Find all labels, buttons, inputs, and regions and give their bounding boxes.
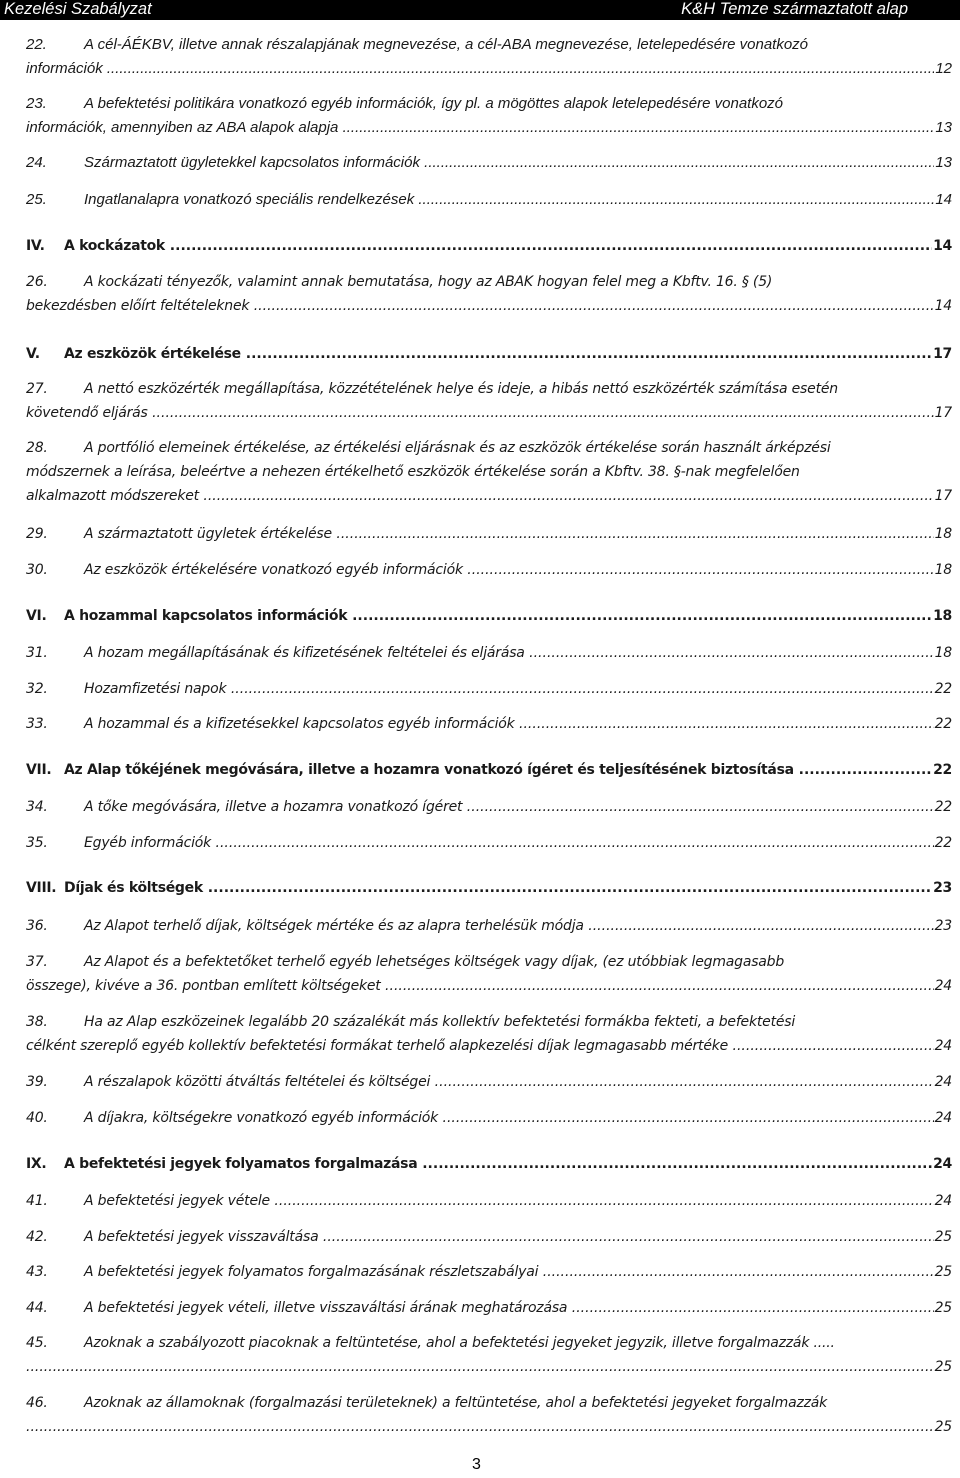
toc-entry[interactable] — [26, 234, 952, 258]
toc-entry-title: A befektetési jegyek vétele ..... — [84, 1193, 952, 1209]
toc-entry[interactable] — [26, 604, 952, 628]
toc-entry-page: 24 — [934, 1070, 952, 1094]
toc-entry[interactable] — [26, 92, 952, 140]
toc-entry-page: 25 — [934, 1355, 952, 1379]
toc-entry-number: 24. — [26, 154, 47, 171]
toc-entry-page: 24 — [934, 974, 952, 998]
toc-entry-title: A befektetési jegyek folyamatos forgalmazásának részletszabályai ..... — [84, 1264, 952, 1280]
toc-entry-title: információk, amennyiben az ABA alapok alapja ..... — [26, 119, 952, 136]
toc-entry[interactable] — [26, 377, 952, 425]
toc-entry-title: A kockázatok ..... — [64, 238, 952, 254]
toc-entry-page: 24 — [932, 1152, 952, 1176]
toc-entry-title: A befektetési jegyek visszaváltása ..... — [84, 1229, 952, 1245]
toc-entry[interactable] — [26, 1189, 952, 1213]
toc-entry-number: 35. — [26, 835, 48, 851]
toc-entry-title: Ha az Alap eszközeinek legalább 20 százalékát más kollektív befektetési formákba fekteti, a befektetési — [84, 1014, 796, 1030]
toc-entry-title: Az Alapot terhelő díjak, költségek mértéke és az alapra terhelésük módja ..... — [84, 918, 952, 934]
toc-entry-number: 34. — [26, 799, 48, 815]
toc-entry-title: Hozamfizetési napok ..... — [84, 681, 952, 697]
toc-entry-title: A tőke megóvására, illetve a hozamra vonatkozó ígéret ..... — [84, 799, 952, 815]
toc-entry-title: A hozam megállapításának és kifizetésének feltételei és eljárása ..... — [84, 645, 952, 661]
toc-entry[interactable] — [26, 1152, 952, 1176]
toc-entry-number: 30. — [26, 562, 48, 578]
toc-entry-title: A portfólió elemeinek értékelése, az értékelési eljárásnak és az eszközök értékelése során használt árképzési — [84, 440, 831, 456]
toc-entry[interactable] — [26, 436, 952, 508]
toc-entry-title: Az eszközök értékelésére vonatkozó egyéb információk ..... — [84, 562, 952, 578]
toc-entry-title: módszernek a leírása, beleértve a nehezen értékelhető eszközök értékelése során a Kbftv. 38. §-nak megfelelően — [26, 464, 800, 480]
toc-entry[interactable] — [26, 1391, 952, 1439]
toc-entry-title: Az Alapot és a befektetőket terhelő egyéb lehetséges költségek vagy díjak, (ez utóbbiak legmagasabb — [84, 954, 785, 970]
toc-entry-title: követendő eljárás ..... — [26, 405, 952, 421]
toc-entry[interactable] — [26, 188, 952, 212]
toc-entry-page: 14 — [932, 234, 952, 258]
toc-entry-number: 31. — [26, 645, 48, 661]
toc-entry[interactable] — [26, 558, 952, 582]
toc-entry[interactable] — [26, 33, 952, 81]
toc-entry-page: 13 — [934, 151, 952, 175]
toc-entry-number: 37. — [26, 954, 48, 970]
toc-entry-number: IV. — [26, 238, 45, 254]
toc-entry-number: 42. — [26, 1229, 48, 1245]
toc-entry[interactable] — [26, 950, 952, 998]
toc-entry-title: Az eszközök értékelése ..... — [64, 346, 952, 362]
toc-entry[interactable] — [26, 1331, 952, 1379]
toc-entry-page: 25 — [934, 1415, 952, 1439]
toc-entry-title: A díjakra, költségekre vonatkozó egyéb információk ..... — [84, 1110, 952, 1126]
toc-entry[interactable] — [26, 1070, 952, 1094]
fund-name: K&H Temze származtatott alap — [681, 0, 908, 18]
toc-entry-page: 22 — [934, 677, 952, 701]
toc-entry[interactable] — [26, 1296, 952, 1320]
toc-entry[interactable] — [26, 677, 952, 701]
toc-entry[interactable] — [26, 1225, 952, 1249]
toc-entry-title: célként szereplő egyéb kollektív befektetési formákat terhelő alapkezelési díjak legmagasabb mértéke ..... — [26, 1038, 952, 1054]
toc-entry-page: 22 — [934, 831, 952, 855]
toc-entry-title: A hozammal kapcsolatos információk ..... — [64, 608, 952, 624]
toc-entry-number: 43. — [26, 1264, 48, 1280]
document-title: Kezelési Szabályzat — [4, 0, 152, 18]
toc-entry-number: 28. — [26, 440, 48, 456]
toc-entry-number: V. — [26, 346, 40, 362]
toc-entry[interactable] — [26, 342, 952, 366]
toc-entry[interactable] — [26, 270, 952, 318]
toc-entry-page: 13 — [934, 116, 952, 140]
toc-entry-title: Az Alap tőkéjének megóvására, illetve a hozamra vonatkozó ígéret és teljesítésének biztosítása ..... — [64, 762, 952, 778]
toc-entry-page: 23 — [934, 914, 952, 938]
toc-entry-number: VII. — [26, 762, 52, 778]
toc-entry-title: Egyéb információk ..... — [84, 835, 952, 851]
toc-entry-page: 24 — [934, 1189, 952, 1213]
toc-entry-number: 39. — [26, 1074, 48, 1090]
toc-entry-page: 18 — [932, 604, 952, 628]
toc-entry-page: 18 — [934, 558, 952, 582]
toc-entry[interactable] — [26, 914, 952, 938]
toc-entry[interactable] — [26, 1106, 952, 1130]
toc-entry-page: 17 — [934, 401, 952, 425]
toc-entry-title: A hozammal és a kifizetésekkel kapcsolatos egyéb információk ..... — [84, 716, 952, 732]
toc-entry-page: 25 — [934, 1225, 952, 1249]
page-number: 3 — [472, 1456, 481, 1473]
toc-entry-page: 14 — [934, 294, 952, 318]
toc-entry-title: A cél-ÁÉKBV, illetve annak részalapjának megnevezése, a cél-ABA megnevezése, letelepedésére vonatkozó — [84, 36, 809, 53]
toc-entry-title: alkalmazott módszereket ..... — [26, 488, 952, 504]
toc-entry-number: 46. — [26, 1395, 48, 1411]
toc-entry[interactable] — [26, 758, 952, 782]
toc-entry-title: A részalapok közötti átváltás feltételei és költségei ..... — [84, 1074, 952, 1090]
toc-entry-page: 22 — [932, 758, 952, 782]
toc-entry-page: 18 — [934, 641, 952, 665]
running-header — [0, 0, 960, 20]
toc-entry-number: 27. — [26, 381, 48, 397]
toc-entry-title: Azoknak a szabályozott piacoknak a feltüntetése, ahol a befektetési jegyeket jegyzik, illetve forgalmazzák ..... — [84, 1335, 835, 1351]
toc-entry-title: információk ..... — [26, 60, 952, 77]
toc-entry-number: 40. — [26, 1110, 48, 1126]
toc-entry-title: Azoknak az államoknak (forgalmazási területeknek) a feltüntetése, ahol a befektetési jegyeket forgalmazzák — [84, 1395, 828, 1411]
toc-entry-title: Származtatott ügyletekkel kapcsolatos információk ..... — [84, 154, 952, 171]
toc-entry-title: összege), kivéve a 36. pontban említett költségeket ..... — [26, 978, 952, 994]
toc-entry-title: A származtatott ügyletek értékelése ..... — [84, 526, 952, 542]
toc-entry-page: 22 — [934, 712, 952, 736]
toc-entry-number: 25. — [26, 191, 47, 208]
toc-entry[interactable] — [26, 1010, 952, 1058]
toc-entry-page: 12 — [934, 57, 952, 81]
toc-entry-page: 25 — [934, 1296, 952, 1320]
toc-entry-number: 33. — [26, 716, 48, 732]
toc-entry-title: bekezdésben előírt feltételeknek ..... — [26, 298, 952, 314]
toc-entry[interactable] — [26, 522, 952, 546]
toc-entry[interactable] — [26, 831, 952, 855]
toc-entry-page: 23 — [932, 876, 952, 900]
toc-entry-number: 23. — [26, 95, 47, 112]
toc-entry-number: 45. — [26, 1335, 48, 1351]
toc-entry[interactable] — [26, 876, 952, 900]
toc-entry-page: 17 — [932, 342, 952, 366]
toc-entry[interactable] — [26, 151, 952, 175]
toc-entry-number: 26. — [26, 274, 48, 290]
toc-entry-title: A nettó eszközérték megállapítása, közzétételének helye és ideje, a hibás nettó eszközérték számítása esetén — [84, 381, 838, 397]
toc-entry-title: Ingatlanalapra vonatkozó speciális rendelkezések ..... — [84, 191, 952, 208]
toc-entry-page: 17 — [934, 484, 952, 508]
toc-entry-number: 22. — [26, 36, 47, 53]
toc-entry-number: VIII. — [26, 880, 57, 896]
toc-entry-number: 44. — [26, 1300, 48, 1316]
toc-entry-page: 24 — [934, 1106, 952, 1130]
toc-entry-title — [26, 1359, 952, 1375]
toc-entry-page: 22 — [934, 795, 952, 819]
toc-entry-number: VI. — [26, 608, 47, 624]
toc-entry-number: 29. — [26, 526, 48, 542]
toc-entry-title: A kockázati tényezők, valamint annak bemutatása, hogy az ABAK hogyan felel meg a Kbftv. 16. § (5) — [84, 274, 773, 290]
toc-entry-page: 25 — [934, 1260, 952, 1284]
toc-entry-title — [26, 1419, 952, 1435]
toc-entry-number: 38. — [26, 1014, 48, 1030]
toc-entry-page: 14 — [934, 188, 952, 212]
toc-entry-title: Díjak és költségek ..... — [64, 880, 952, 896]
toc-entry[interactable] — [26, 795, 952, 819]
toc-entry-number: 36. — [26, 918, 48, 934]
toc-entry-page: 18 — [934, 522, 952, 546]
toc-entry-title: A befektetési politikára vonatkozó egyéb információk, így pl. a mögöttes alapok letelepedésére vonatkozó — [84, 95, 784, 112]
toc-entry-page: 24 — [934, 1034, 952, 1058]
toc-entry-number: 32. — [26, 681, 48, 697]
toc-entry-title: A befektetési jegyek vételi, illetve visszaváltási árának meghatározása ..... — [84, 1300, 952, 1316]
toc-entry[interactable] — [26, 641, 952, 665]
toc-entry-number: 41. — [26, 1193, 48, 1209]
toc-entry[interactable] — [26, 712, 952, 736]
toc-entry-title: A befektetési jegyek folyamatos forgalmazása ..... — [64, 1156, 952, 1172]
toc-entry[interactable] — [26, 1260, 952, 1284]
toc-entry-number: IX. — [26, 1156, 47, 1172]
